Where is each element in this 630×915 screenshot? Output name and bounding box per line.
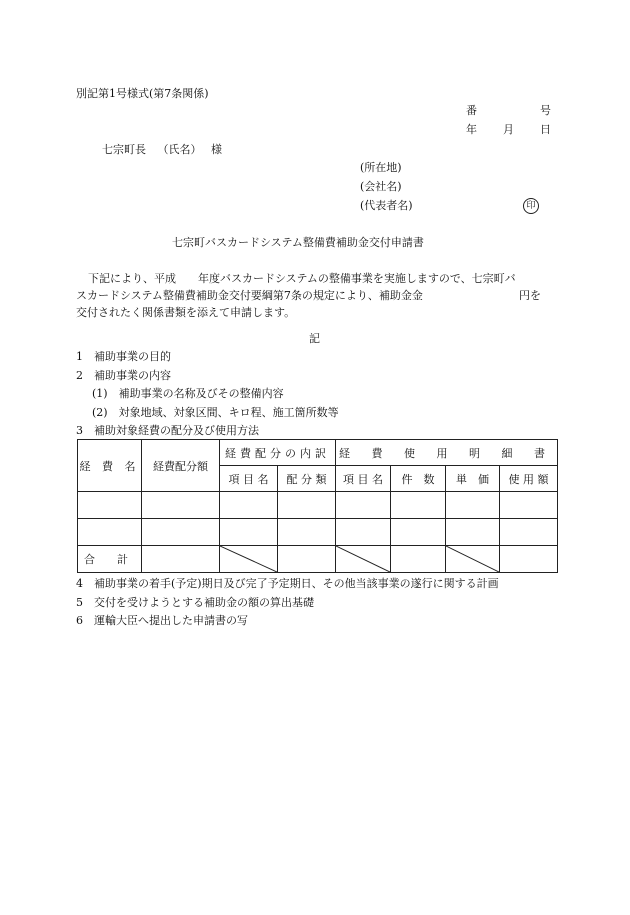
expense-table bbox=[77, 439, 558, 573]
ki-heading: 記 bbox=[309, 332, 320, 345]
diagonal-slash-icon bbox=[336, 546, 390, 572]
header-usage-statement: 経 費 使 用 明 細 書 bbox=[336, 440, 558, 466]
sub-item-name-1: 項 目 名 bbox=[220, 466, 278, 492]
slash-cell bbox=[220, 546, 278, 573]
slash-cell bbox=[336, 546, 391, 573]
diagonal-slash-icon bbox=[220, 546, 277, 572]
header-allocation-breakdown: 経費配分の内訳 bbox=[220, 440, 336, 466]
seal-icon bbox=[523, 198, 539, 214]
application-body bbox=[76, 270, 554, 321]
total-label: 合 計 bbox=[78, 546, 142, 573]
date-year: 年 bbox=[466, 123, 477, 136]
table-row bbox=[78, 519, 558, 546]
item-3: 3 補助対象経費の配分及び使用方法 bbox=[76, 424, 259, 437]
header-allocation-amount: 経費配分額 bbox=[142, 440, 220, 492]
form-number: 別記第1号様式(第7条関係) bbox=[76, 87, 209, 100]
addressee bbox=[102, 143, 222, 157]
body-line-1: 下記により、平成 年度バスカードシステムの整備事業を実施しますので、七宗町バ bbox=[88, 272, 516, 285]
seal-label: 印 bbox=[523, 198, 539, 214]
number-suffix: 号 bbox=[540, 104, 551, 117]
sub-count: 件 数 bbox=[391, 466, 446, 492]
sub-amount-used: 使 用 額 bbox=[500, 466, 558, 492]
applicant-representative: (代表者名) bbox=[360, 199, 413, 212]
document-title: 七宗町バスカードシステム整備費補助金交付申請書 bbox=[172, 236, 424, 249]
item-1: 1 補助事業の目的 bbox=[76, 350, 171, 363]
applicant-company: (会社名) bbox=[360, 180, 402, 193]
item-2-2: (2) 対象地域、対象区間、キロ程、施工箇所数等 bbox=[92, 406, 339, 419]
body-line-2 bbox=[76, 287, 554, 304]
body-line-2b: 円を bbox=[519, 289, 541, 302]
addressee-honorific: 様 bbox=[211, 143, 222, 156]
applicant-address: (所在地) bbox=[360, 161, 402, 174]
item-2: 2 補助事業の内容 bbox=[76, 369, 171, 382]
sub-allocation-class: 配 分 類 bbox=[278, 466, 336, 492]
sub-unit-price: 単 価 bbox=[446, 466, 500, 492]
header-expense-name: 経 費 名 bbox=[78, 440, 142, 492]
item-2-1: (1) 補助事業の名称及びその整備内容 bbox=[92, 387, 284, 400]
sub-item-name-2: 項 目 名 bbox=[336, 466, 391, 492]
item-6: 6 運輸大臣へ提出した申請書の写 bbox=[76, 614, 248, 627]
date-month: 月 bbox=[503, 123, 514, 136]
addressee-name: 七宗町長 bbox=[102, 143, 146, 156]
total-row bbox=[78, 546, 558, 573]
slash-cell bbox=[446, 546, 500, 573]
number-label: 番 bbox=[466, 104, 477, 117]
date-day: 日 bbox=[540, 123, 551, 136]
diagonal-slash-icon bbox=[446, 546, 499, 572]
body-line-2a: スカードシステム整備費補助金交付要綱第7条の規定により、補助金金 bbox=[76, 289, 423, 302]
addressee-placeholder: （氏名） bbox=[157, 143, 202, 156]
item-5: 5 交付を受けようとする補助金の額の算出基礎 bbox=[76, 596, 314, 609]
item-4: 4 補助事業の着手(予定)期日及び完了予定期日、その他当該事業の遂行に関する計画 bbox=[76, 577, 499, 590]
body-line-3: 交付されたく関係書類を添えて申請します。 bbox=[76, 306, 296, 319]
table-row bbox=[78, 492, 558, 519]
